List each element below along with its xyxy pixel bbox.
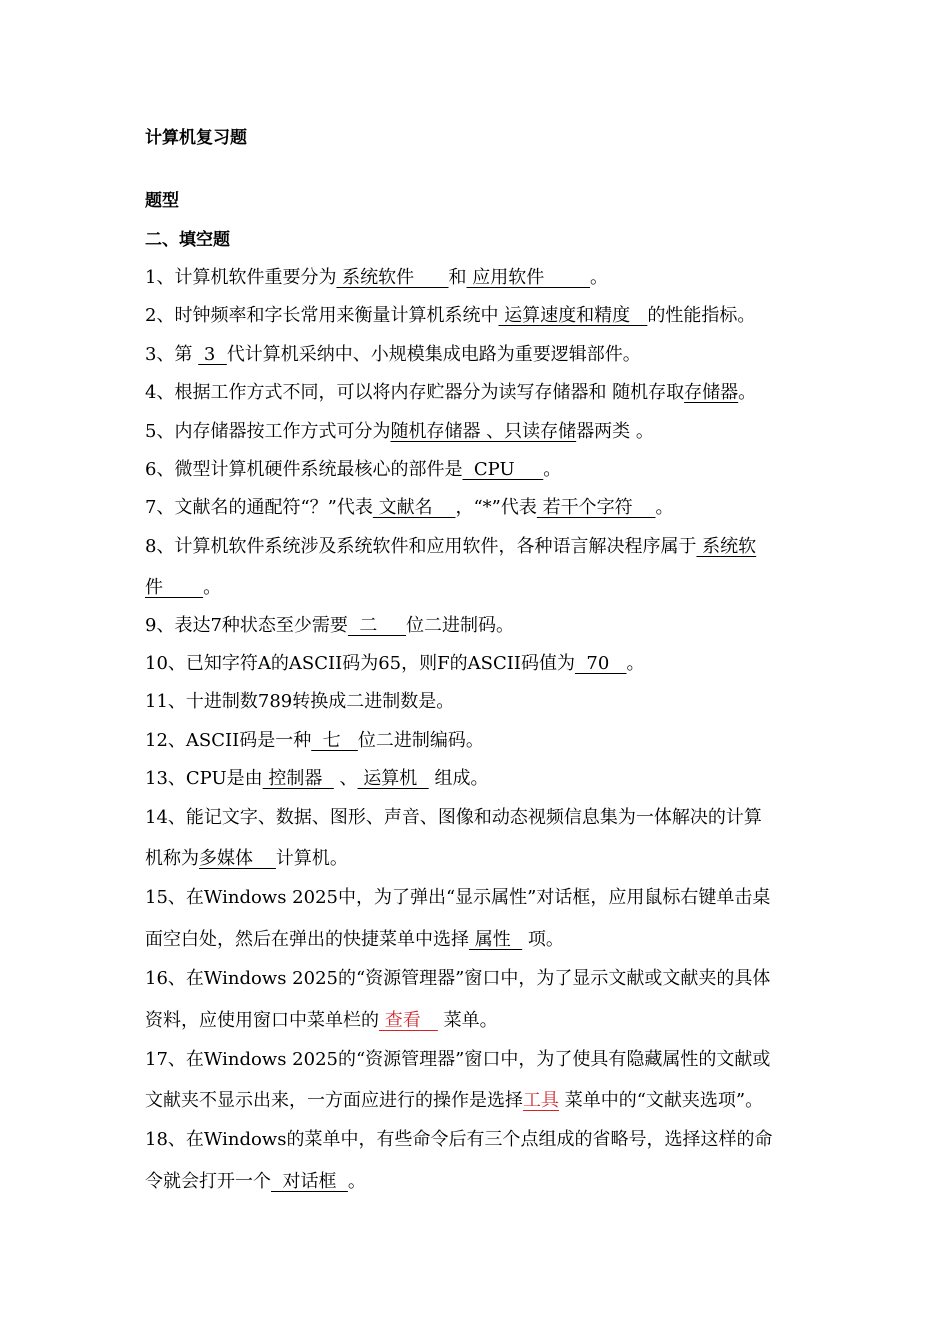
question-text: 4、根据工作方式不同，可以将内存贮器分为读写存储器和 随机存取: [145, 382, 685, 403]
question-9: [145, 614, 514, 638]
question-text: 代计算机采纳中、小规模集成电路为重要逻辑部件。: [226, 344, 641, 365]
answer-blank: 存储器: [684, 382, 739, 403]
question-text: 器两类 。: [576, 421, 654, 442]
question-text: 。: [626, 653, 645, 674]
question-text: 7、文献名的通配符“？”代表: [145, 497, 373, 518]
question-text: 面空白处，然后在弹出的快捷菜单中选择: [145, 929, 469, 950]
question-text: 14、能记文字、数据、图形、声音、图像和动态视频信息集为一体解决的计算: [145, 807, 762, 828]
question-text: 10、已知字符A的ASCII码为65，则F的ASCII码值为: [145, 653, 575, 674]
question-18: [145, 1128, 772, 1152]
question-text: 。: [203, 577, 222, 598]
question-11: [145, 690, 454, 714]
question-text: 的性能指标。: [647, 305, 756, 326]
question-14-continued: [145, 847, 348, 871]
question-4: [145, 381, 756, 405]
question-17-continued: [145, 1089, 763, 1113]
answer-blank: 控制器: [262, 768, 334, 789]
question-text: 。: [543, 459, 562, 480]
answer-blank: 系统软件: [336, 267, 449, 288]
question-text: 位二进制码。: [405, 615, 514, 636]
question-text: 、: [333, 768, 358, 789]
question-text: 计算机。: [275, 848, 348, 869]
question-1: [145, 266, 608, 290]
answer-blank: 系统软: [696, 536, 757, 557]
document-title: 计算机复习题: [145, 128, 247, 148]
question-text: 18、在Windows的菜单中，有些命令后有三个点组成的省略号，选择这样的命: [145, 1129, 773, 1150]
question-16-continued: [145, 1009, 498, 1033]
question-15: [145, 886, 770, 910]
question-text: 项。: [522, 929, 564, 950]
question-text: 菜单中的“文献夹选项”。: [559, 1090, 764, 1111]
question-text: 2、时钟频率和字长常用来衡量计算机系统中: [145, 305, 499, 326]
answer-blank: 文献名: [372, 497, 456, 518]
answer-blank: 多媒体: [199, 848, 276, 869]
question-17: [145, 1048, 770, 1072]
question-text: 资料，应使用窗口中菜单栏的: [145, 1010, 379, 1031]
question-text: 5、内存储器按工作方式可分为: [145, 421, 391, 442]
question-text: 12、ASCII码是一种: [145, 730, 312, 751]
answer-blank: 70: [574, 653, 627, 674]
question-text: 11、十进制数789转换成二进制数是。: [145, 691, 455, 712]
question-text: 6、微型计算机硬件系统最核心的部件是: [145, 459, 463, 480]
answer-blank: 工具: [523, 1090, 559, 1111]
question-18-continued: [145, 1170, 366, 1194]
question-text: 3、第: [145, 344, 199, 365]
question-6: [145, 458, 561, 482]
question-text: 菜单。: [437, 1010, 498, 1031]
answer-blank: 应用软件: [466, 267, 591, 288]
question-14: [145, 806, 762, 830]
question-text: 17、在Windows 2025的“资源管理器”窗口中，为了使具有隐藏属性的文献或: [145, 1049, 771, 1070]
answer-blank: 属性: [469, 929, 523, 950]
question-text: 15、在Windows 2025中，为了弹出“显示属性”对话框，应用鼠标右键单击桌: [145, 887, 771, 908]
question-text: 文献夹不显示出来，一方面应进行的操作是选择: [145, 1090, 523, 1111]
answer-blank: 运算机: [357, 768, 429, 789]
answer-blank: 运算速度和精度: [498, 305, 648, 326]
answer-blank: 七: [311, 730, 358, 751]
question-text: 和: [448, 267, 467, 288]
question-text: ，“*”代表: [455, 497, 537, 518]
answer-blank: 件: [145, 577, 204, 598]
answer-blank: 对话框: [271, 1171, 348, 1192]
question-text: 。: [738, 382, 757, 403]
question-text: 机称为: [145, 848, 199, 869]
question-16: [145, 967, 770, 991]
question-text: 。: [347, 1171, 366, 1192]
question-8: [145, 535, 756, 559]
answer-blank: 随机存储器 、只读存储: [390, 421, 577, 442]
answer-blank: 若干个字符: [536, 497, 656, 518]
answer-blank: CPU: [462, 459, 544, 480]
question-text: 1、计算机软件重要分为: [145, 267, 337, 288]
question-text: 。: [655, 497, 674, 518]
question-text: 9、表达7种状态至少需要: [145, 615, 348, 636]
question-7: [145, 496, 673, 520]
question-text: 。: [590, 267, 609, 288]
question-10: [145, 652, 644, 676]
question-3: [145, 343, 641, 367]
section-heading: 二、填空题: [145, 230, 230, 250]
answer-blank: 二: [347, 615, 406, 636]
answer-blank: 查看: [379, 1010, 438, 1031]
question-text: 8、计算机软件系统涉及系统软件和应用软件，各种语言解决程序属于: [145, 536, 697, 557]
question-text: 组成。: [428, 768, 489, 789]
section-type: 题型: [145, 191, 179, 211]
question-13: [145, 767, 488, 791]
question-15-continued: [145, 928, 564, 952]
question-text: 位二进制编码。: [357, 730, 484, 751]
question-text: 13、CPU是由: [145, 768, 263, 789]
question-8-continued: [145, 576, 221, 600]
question-text: 16、在Windows 2025的“资源管理器”窗口中，为了显示文献或文献夹的具体: [145, 968, 771, 989]
question-text: 令就会打开一个: [145, 1171, 271, 1192]
answer-blank: 3: [198, 344, 227, 365]
question-12: [145, 729, 484, 753]
question-2: [145, 304, 755, 328]
question-5: [145, 420, 654, 444]
